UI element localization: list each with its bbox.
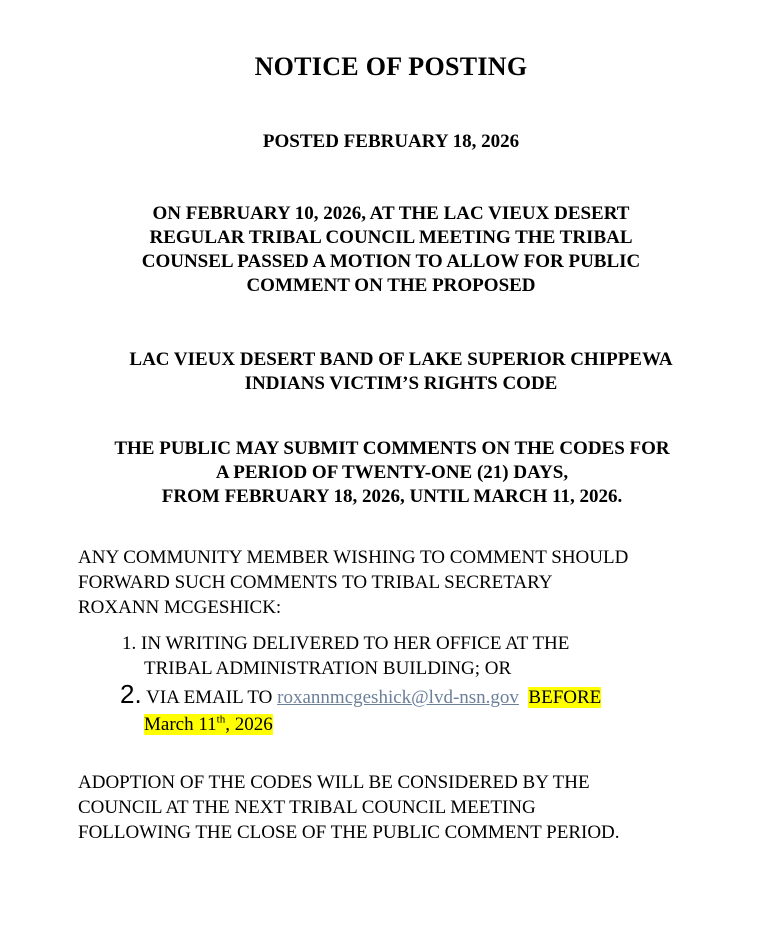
list-number: 2.	[120, 679, 142, 709]
adoption-line: ADOPTION OF THE CODES WILL BE CONSIDERED BY THE	[78, 772, 590, 793]
code-title-line: INDIANS VICTIM’S RIGHTS CODE	[244, 373, 558, 394]
notice-title: NOTICE OF POSTING	[254, 52, 528, 81]
motion-line: REGULAR TRIBAL COUNCIL MEETING THE TRIBAL	[149, 227, 633, 248]
deadline-date: March 11	[144, 714, 217, 735]
code-title-line: LAC VIEUX DESERT BAND OF LAKE SUPERIOR CHIPPEWA	[129, 349, 673, 370]
list-item-email-line2	[120, 711, 601, 738]
adoption-line: COUNCIL AT THE NEXT TRIBAL COUNCIL MEETING	[78, 797, 536, 818]
period-line: A PERIOD OF TWENTY-ONE (21) DAYS,	[215, 462, 569, 483]
before-highlight: BEFORE	[528, 687, 602, 708]
community-line: ROXANN MCGESHICK:	[78, 597, 282, 618]
community-paragraph	[78, 545, 718, 620]
motion-paragraph	[96, 202, 686, 298]
motion-line: COMMENT ON THE PROPOSED	[246, 275, 536, 296]
comment-period-paragraph	[70, 437, 714, 509]
community-line: ANY COMMUNITY MEMBER WISHING TO COMMENT SHOULD	[78, 547, 629, 568]
posted-date: POSTED FEBRUARY 18, 2026	[262, 131, 520, 152]
period-line: THE PUBLIC MAY SUBMIT COMMENTS ON THE CODES FOR	[114, 438, 670, 459]
adoption-paragraph	[78, 770, 718, 845]
list-item-writing-line2: TRIBAL ADMINISTRATION BUILDING; OR	[144, 658, 512, 679]
community-line: FORWARD SUCH COMMENTS TO TRIBAL SECRETARY	[78, 572, 553, 593]
period-line: FROM FEBRUARY 18, 2026, UNTIL MARCH 11, 2026.	[161, 486, 623, 507]
list-item-writing-line1: 1. IN WRITING DELIVERED TO HER OFFICE AT THE	[122, 633, 570, 654]
deadline-highlight	[144, 714, 273, 735]
deadline-year: , 2026	[225, 714, 273, 735]
email-prefix: VIA EMAIL TO	[141, 687, 278, 708]
list-item-email	[120, 681, 601, 738]
list-item-email-line1	[120, 681, 601, 711]
code-title	[96, 348, 706, 396]
adoption-line: FOLLOWING THE CLOSE OF THE PUBLIC COMMENT PERIOD.	[78, 822, 620, 843]
email-link[interactable]: roxannmcgeshick@lvd-nsn.gov	[277, 687, 519, 708]
motion-line: COUNSEL PASSED A MOTION TO ALLOW FOR PUBLIC	[141, 251, 641, 272]
list-item-writing	[122, 631, 569, 681]
motion-line: ON FEBRUARY 10, 2026, AT THE LAC VIEUX DESERT	[152, 203, 630, 224]
deadline-date-suffix: th	[216, 713, 226, 726]
